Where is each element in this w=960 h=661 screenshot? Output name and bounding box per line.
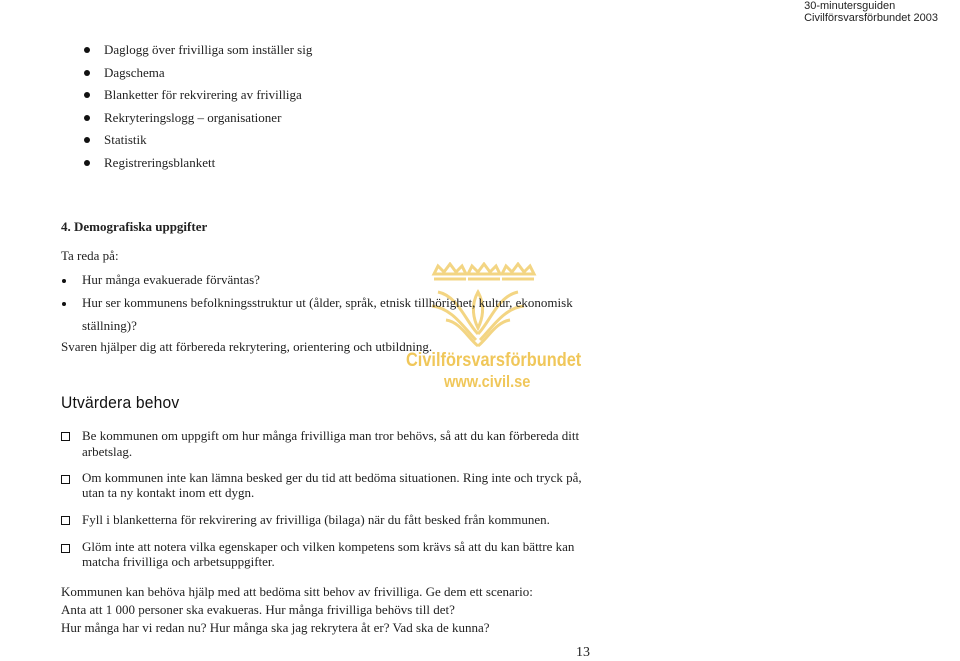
bullet-icon bbox=[84, 92, 90, 98]
page-number: 13 bbox=[576, 645, 590, 660]
section-heading: 4. Demografiska uppgifter bbox=[61, 219, 208, 234]
list-item: Hur många evakuerade förväntas? bbox=[82, 272, 260, 287]
list-item: Daglogg över frivilliga som inställer sig bbox=[104, 42, 313, 57]
checklist-item-continuation: arbetslag. bbox=[82, 444, 133, 459]
closing-line: Kommunen kan behöva hjälp med att bedöma sitt behov av frivilliga. Ge dem ett scenario: bbox=[61, 584, 533, 599]
checklist-item: Om kommunen inte kan lämna besked ger du tid att bedöma situationen. Ring inte och tryck på, bbox=[82, 470, 582, 485]
bullet-icon bbox=[84, 47, 90, 53]
page-header bbox=[804, 0, 938, 24]
bullet-icon bbox=[84, 160, 90, 166]
checkbox-icon bbox=[61, 432, 70, 441]
checkbox-icon bbox=[61, 516, 70, 525]
checklist-item-continuation: matcha frivilliga och arbetsuppgifter. bbox=[82, 554, 275, 569]
checkbox-icon bbox=[61, 544, 70, 553]
evaluate-heading: Utvärdera behov bbox=[61, 393, 180, 412]
checklist-item: Glöm inte att notera vilka egenskaper och vilken kompetens som krävs så att du kan bättre kan bbox=[82, 539, 575, 554]
closing-line: Anta att 1 000 personer ska evakueras. Hur många frivilliga behövs till det? bbox=[61, 602, 455, 617]
header-org-year: Civilförsvarsförbundet 2003 bbox=[804, 12, 938, 24]
bullet-icon bbox=[84, 70, 90, 76]
checklist-item: Be kommunen om uppgift om hur många frivilliga man tror behövs, så att du kan förbereda ditt bbox=[82, 428, 580, 443]
list-item: Dagschema bbox=[104, 65, 165, 80]
list-item: Statistik bbox=[104, 132, 147, 147]
section-intro: Ta reda på: bbox=[61, 248, 119, 263]
list-item: Blanketter för rekvirering av frivilliga bbox=[104, 87, 302, 102]
section-answer: Svaren hjälper dig att förbereda rekrytering, orientering och utbildning. bbox=[61, 339, 433, 354]
checklist-item: Fyll i blanketterna för rekvirering av frivilliga (bilaga) när du fått besked från kommunen. bbox=[82, 512, 550, 527]
header-guide-title: 30-minutersguiden bbox=[804, 0, 896, 12]
three-crowns-emblem-icon bbox=[418, 262, 538, 362]
bullet-icon bbox=[62, 279, 66, 283]
bullet-icon bbox=[62, 302, 66, 306]
list-item: Hur ser kommunens befolkningsstruktur ut (ålder, språk, etnisk tillhörighet, kultur, ekonomisk bbox=[82, 295, 573, 310]
list-item: Registreringsblankett bbox=[104, 155, 216, 170]
checklist-item-continuation: utan ta ny kontakt inom ett dygn. bbox=[82, 485, 255, 500]
closing-line: Hur många har vi redan nu? Hur många ska jag rekrytera åt er? Vad ska de kunna? bbox=[61, 620, 490, 635]
bullet-icon bbox=[84, 115, 90, 121]
list-item-continuation: ställning)? bbox=[82, 318, 137, 333]
watermark-url: www.civil.se bbox=[444, 372, 531, 391]
bullet-icon bbox=[84, 137, 90, 143]
checkbox-icon bbox=[61, 475, 70, 484]
list-item: Rekryteringslogg – organisationer bbox=[104, 110, 282, 125]
watermark-name: Civilförsvarsförbundet bbox=[406, 350, 582, 371]
